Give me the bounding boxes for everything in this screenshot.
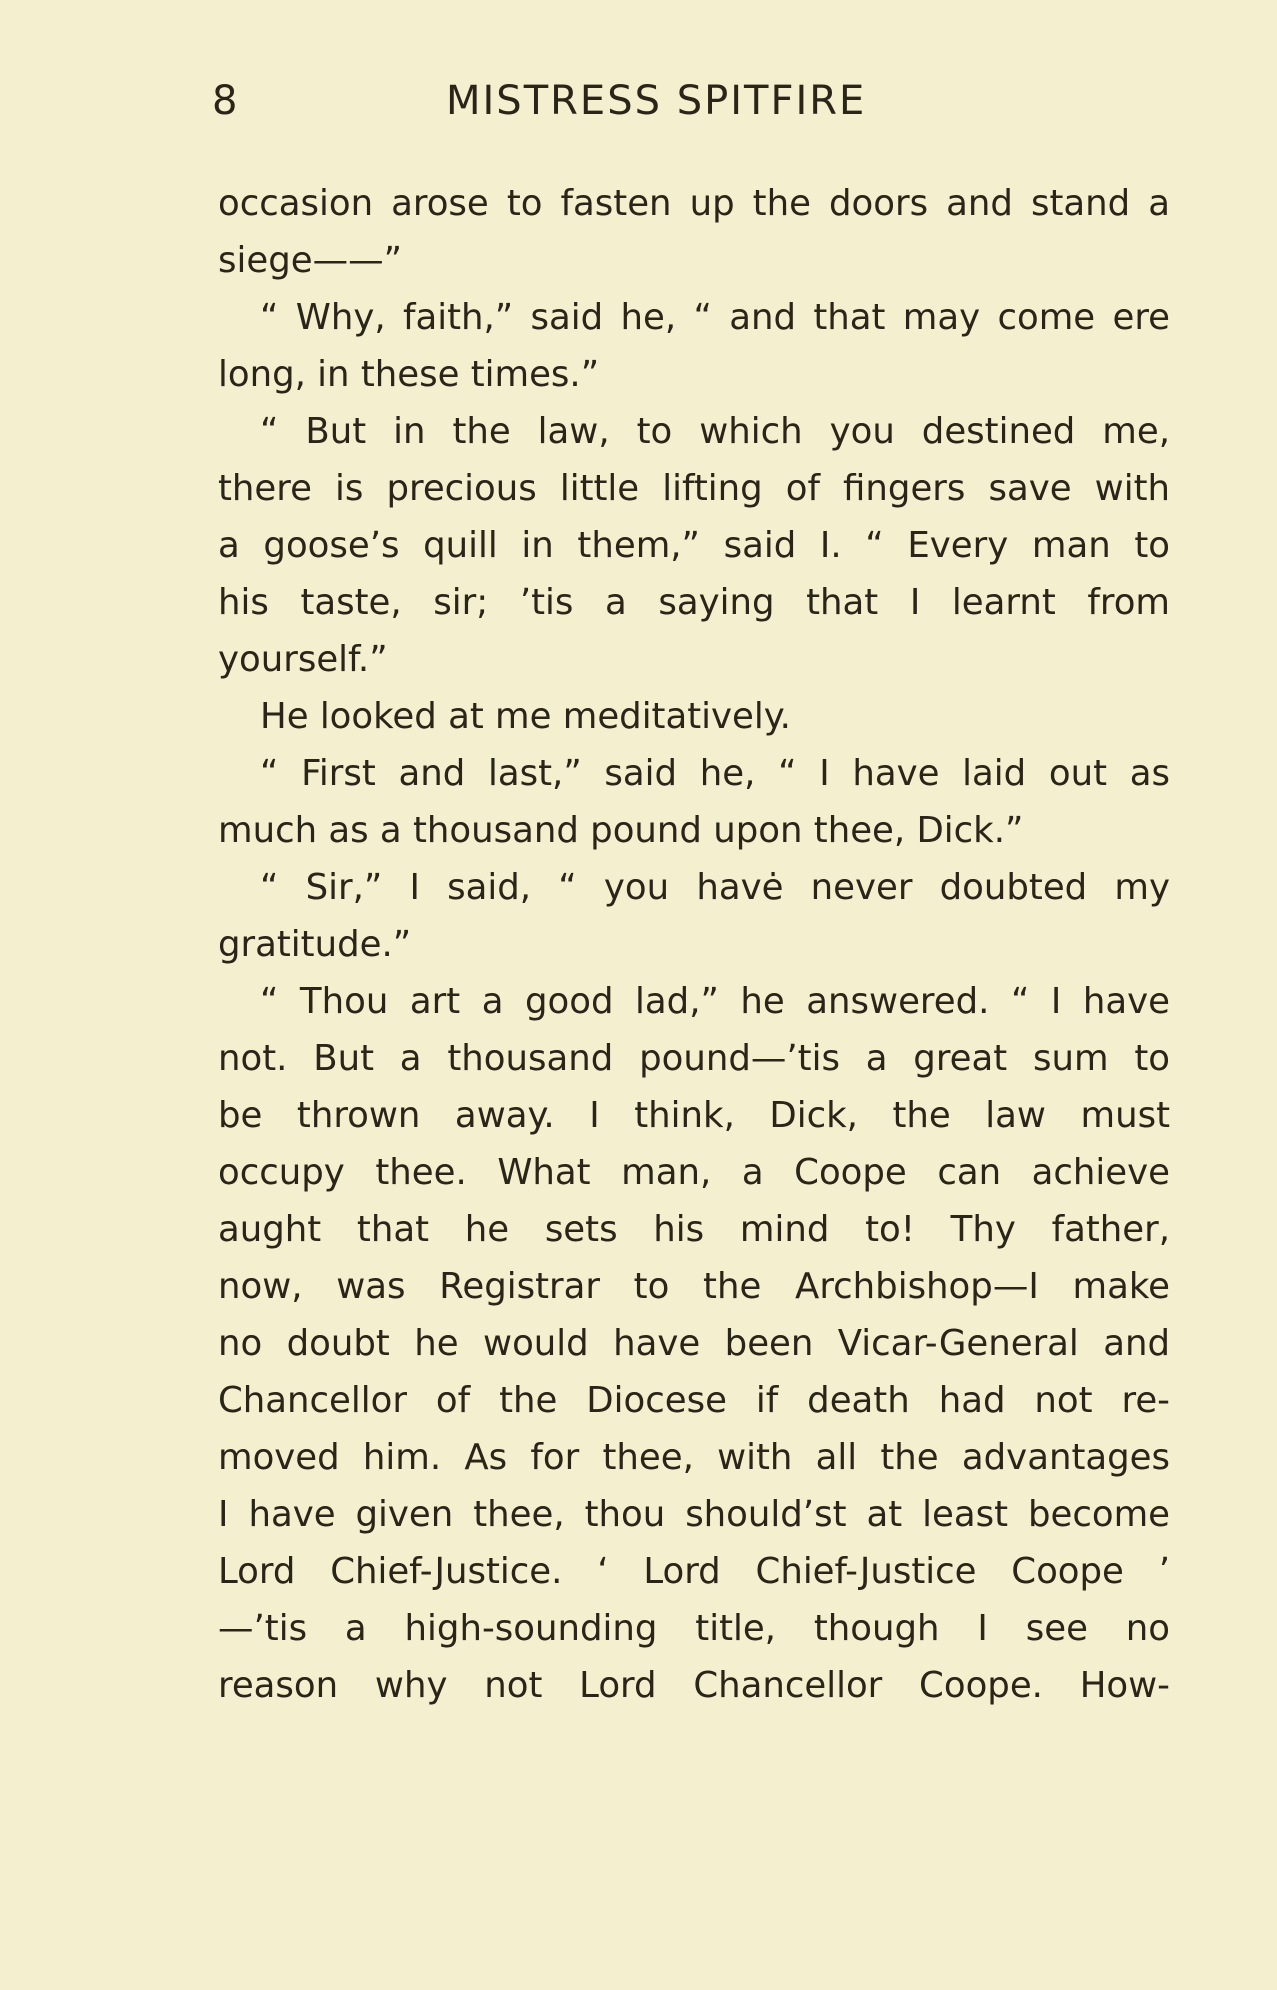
text-line: Chancellor of the Diocese if death had not re- xyxy=(218,1380,1170,1421)
text-line: there is precious little lifting of fingers save with xyxy=(218,468,1170,509)
body-text xyxy=(218,175,1170,1714)
text-line: I have given thee, thou should’st at least become xyxy=(218,1494,1170,1535)
running-title: MISTRESS SPITFIRE xyxy=(446,78,867,124)
text-line: reason why not Lord Chancellor Coope. How- xyxy=(218,1665,1170,1706)
text-line: long, in these times.” xyxy=(218,354,600,395)
text-line: “ Why, faith,” said he, “ and that may come ere xyxy=(260,297,1170,338)
text-line: “ But in the law, to which you destined me, xyxy=(260,411,1170,452)
text-line: yourself.” xyxy=(218,639,388,680)
text-line: “ First and last,” said he, “ I have laid out as xyxy=(260,753,1170,794)
text-line: “ Sir,” I said, “ you havė never doubted my xyxy=(260,867,1170,908)
text-line: occupy thee. What man, a Coope can achieve xyxy=(218,1152,1170,1193)
text-line: aught that he sets his mind to! Thy father, xyxy=(218,1209,1170,1250)
page-number: 8 xyxy=(212,78,238,124)
text-line: much as a thousand pound upon thee, Dick.” xyxy=(218,810,1024,851)
text-line: gratitude.” xyxy=(218,924,412,965)
text-line: not. But a thousand pound—’tis a great sum to xyxy=(218,1038,1170,1079)
text-line: Lord Chief-Justice. ‘ Lord Chief-Justice Coope ’ xyxy=(218,1551,1170,1592)
text-line: occasion arose to fasten up the doors and stand a xyxy=(218,183,1170,224)
text-line: “ Thou art a good lad,” he answered. “ I have xyxy=(260,981,1170,1022)
text-line: no doubt he would have been Vicar-General and xyxy=(218,1323,1170,1364)
text-line: —’tis a high-sounding title, though I see no xyxy=(218,1608,1170,1649)
text-line: now, was Registrar to the Archbishop—I make xyxy=(218,1266,1170,1307)
text-line: be thrown away. I think, Dick, the law must xyxy=(218,1095,1170,1136)
page-header xyxy=(0,78,1277,138)
text-line: a goose’s quill in them,” said I. “ Every man to xyxy=(218,525,1170,566)
text-line: moved him. As for thee, with all the advantages xyxy=(218,1437,1170,1478)
text-line: siege——” xyxy=(218,240,402,281)
text-line: He looked at me meditatively. xyxy=(260,696,791,737)
text-line: his taste, sir; ’tis a saying that I learnt from xyxy=(218,582,1170,623)
